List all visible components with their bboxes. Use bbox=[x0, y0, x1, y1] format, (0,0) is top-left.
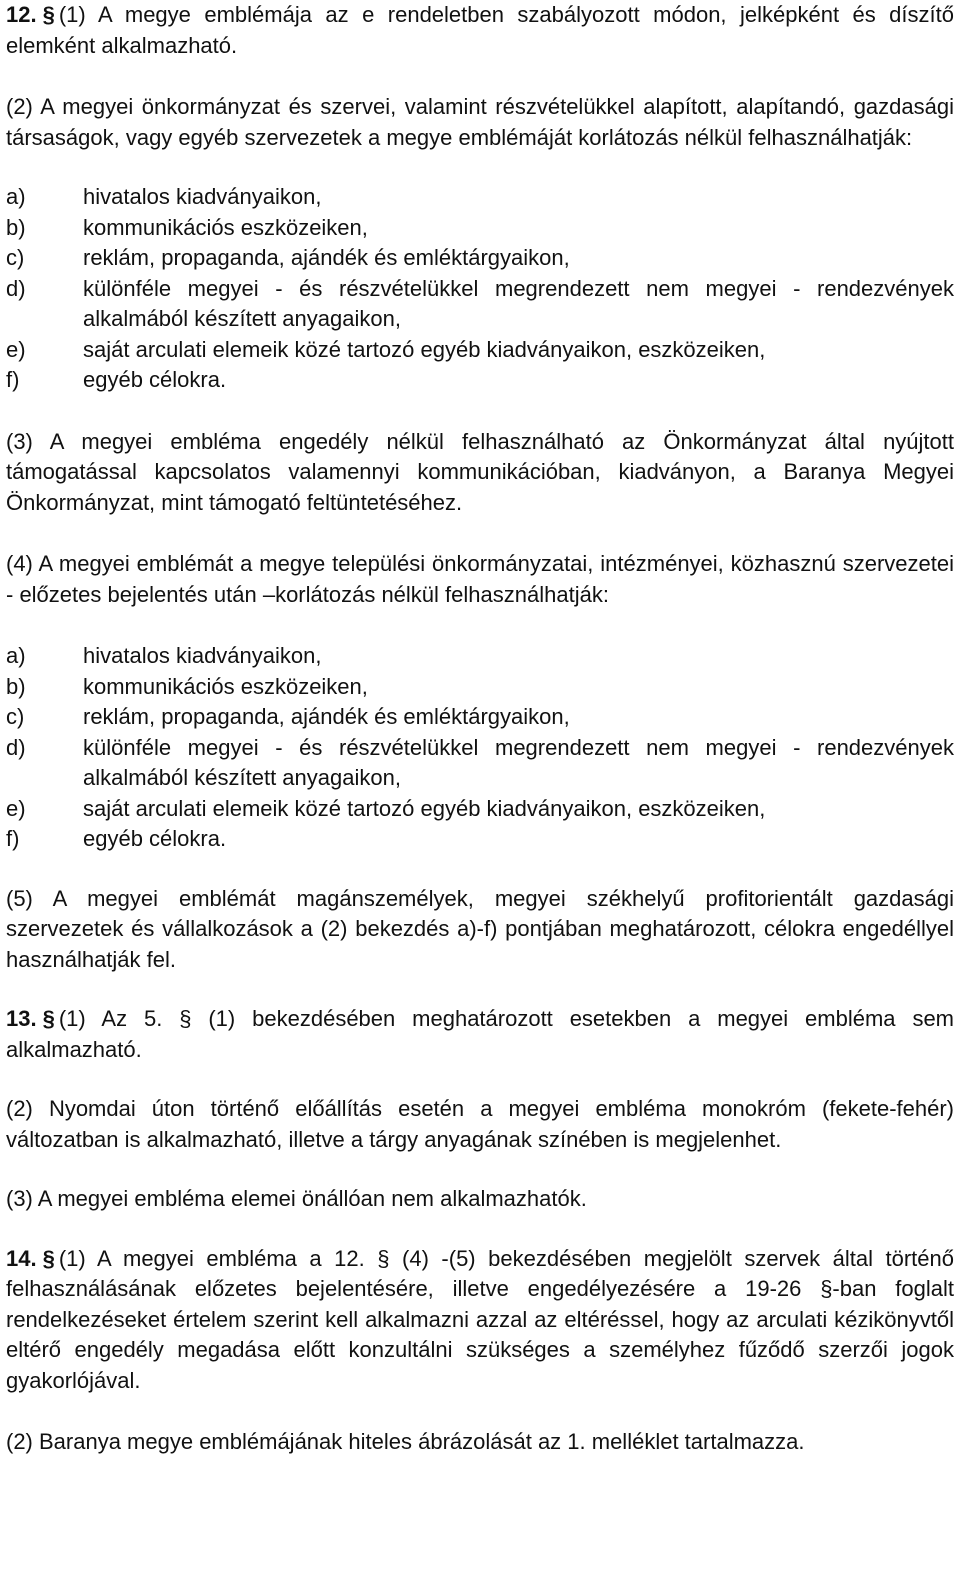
section-13-paragraph-3: (3) A megyei embléma elemei önállóan nem alkalmazhatók. bbox=[6, 1186, 587, 1211]
list-item bbox=[6, 365, 954, 396]
section-13-paragraph-1 bbox=[6, 1004, 954, 1065]
section-13-p1-text: (1) Az 5. § (1) bekezdésében meghatározott esetekben a megyei embléma sem alkalmazható. bbox=[6, 1006, 954, 1062]
list-item bbox=[6, 824, 954, 855]
section-14-paragraph-2: (2) Baranya megye emblémájának hiteles ábrázolását az 1. melléklet tartalmazza. bbox=[6, 1429, 805, 1454]
section-symbol: § bbox=[42, 2, 55, 27]
list-item bbox=[6, 702, 954, 733]
list-item bbox=[6, 733, 954, 794]
list-item-text: egyéb célokra. bbox=[83, 826, 227, 851]
list-item bbox=[6, 213, 954, 244]
list-item-text: saját arculati elemeik közé tartozó egyéb kiadványaikon, eszközeiken, bbox=[83, 336, 766, 362]
section-13-paragraph-2: (2) Nyomdai úton történő előállítás esetén a megyei embléma monokróm (fekete-fehér) változatban is alkalmazható, illetve a tárgy anyagának színében is megjelenhet. bbox=[6, 1096, 954, 1152]
list-item-label: f) bbox=[6, 826, 20, 851]
list-item bbox=[6, 182, 954, 213]
list-item-text: saját arculati elemeik közé tartozó egyéb kiadványaikon, eszközeiken, bbox=[83, 795, 766, 821]
section-12-paragraph-2: (2) A megyei önkormányzat és szervei, valamint részvételükkel alapított, alapítandó, gazdasági társaságok, vagy egyéb szervezetek a megye emblémáját korlátozás nélkül felhasználhatják: bbox=[6, 94, 954, 150]
list-item-label: c) bbox=[6, 245, 25, 270]
section-14-number: 14. bbox=[6, 1245, 37, 1271]
section-symbol: § bbox=[42, 1006, 55, 1031]
list-item bbox=[6, 335, 954, 366]
section-12-p1-text: (1) A megye emblémája az e rendeletben szabályozott módon, jelképként és díszítő elemként alkalmazható. bbox=[6, 2, 954, 58]
list-item-text: reklám, propaganda, ajándék és emléktárgyaikon, bbox=[83, 704, 570, 729]
list-item-label: d) bbox=[6, 734, 26, 760]
list-item-text: egyéb célokra. bbox=[83, 367, 227, 392]
section-12-list-2 bbox=[6, 641, 954, 855]
section-12-paragraph-3: (3) A megyei embléma engedély nélkül felhasználható az Önkormányzat által nyújtott támogatással kapcsolatos valamennyi kommunikációban, kiadványon, a Baranya Megyei Önkormányzat, mint támogató feltüntetéséhez. bbox=[6, 428, 954, 515]
list-item-label: e) bbox=[6, 336, 26, 362]
list-item bbox=[6, 641, 954, 672]
list-item-label: a) bbox=[6, 184, 26, 209]
list-item-text: kommunikációs eszközeiken, bbox=[83, 214, 368, 240]
list-item-label: b) bbox=[6, 214, 26, 240]
section-symbol: § bbox=[42, 1245, 55, 1271]
section-12-paragraph-4: (4) A megyei emblémát a megye települési önkormányzatai, intézményei, közhasznú szervezetei - előzetes bejelentés után –korlátozás nélkül felhasználhatják: bbox=[6, 551, 954, 607]
list-item-text: reklám, propaganda, ajándék és emléktárgyaikon, bbox=[83, 245, 570, 270]
list-item-text: különféle megyei - és részvételükkel megrendezett nem megyei - rendezvények alkalmából készített anyagaikon, bbox=[83, 734, 954, 790]
section-12-list-1 bbox=[6, 182, 954, 396]
list-item-label: b) bbox=[6, 673, 26, 699]
list-item-label: a) bbox=[6, 643, 26, 668]
section-12-paragraph-5: (5) A megyei emblémát magánszemélyek, megyei székhelyű profitorientált gazdasági szervezetek és vállalkozások a (2) bekezdés a)-f) pontjában meghatározott, célokra engedéllyel használhatják fel. bbox=[6, 885, 954, 972]
list-item-label: e) bbox=[6, 795, 26, 821]
list-item bbox=[6, 274, 954, 335]
list-item-text: különféle megyei - és részvételükkel megrendezett nem megyei - rendezvények alkalmából készített anyagaikon, bbox=[83, 275, 954, 331]
list-item-text: hivatalos kiadványaikon, bbox=[83, 643, 322, 668]
section-12-paragraph-1 bbox=[6, 0, 954, 61]
section-12-number: 12. bbox=[6, 2, 37, 27]
list-item-label: f) bbox=[6, 367, 20, 392]
section-14-p1-text: (1) A megyei embléma a 12. § (4) -(5) bekezdésében megjelölt szervek által történő felhasználásának előzetes bejelentésére, illetve engedélyezésére a 19-26 §-ban foglalt rendelkezéseket értelem szerint kell alkalmazni azzal az eltéréssel, hogy az arculati kézikönyvtől eltérő engedély megadása előtt konzultálni szükséges a személyhez fűződő szerzői jogok gyakorlójával. bbox=[6, 1245, 954, 1393]
section-13-number: 13. bbox=[6, 1006, 37, 1031]
list-item bbox=[6, 794, 954, 825]
list-item-label: c) bbox=[6, 704, 25, 729]
section-14-paragraph-1 bbox=[6, 1244, 954, 1397]
list-item bbox=[6, 243, 954, 274]
list-item-text: hivatalos kiadványaikon, bbox=[83, 184, 322, 209]
list-item-label: d) bbox=[6, 275, 26, 301]
list-item-text: kommunikációs eszközeiken, bbox=[83, 673, 368, 699]
list-item bbox=[6, 672, 954, 703]
